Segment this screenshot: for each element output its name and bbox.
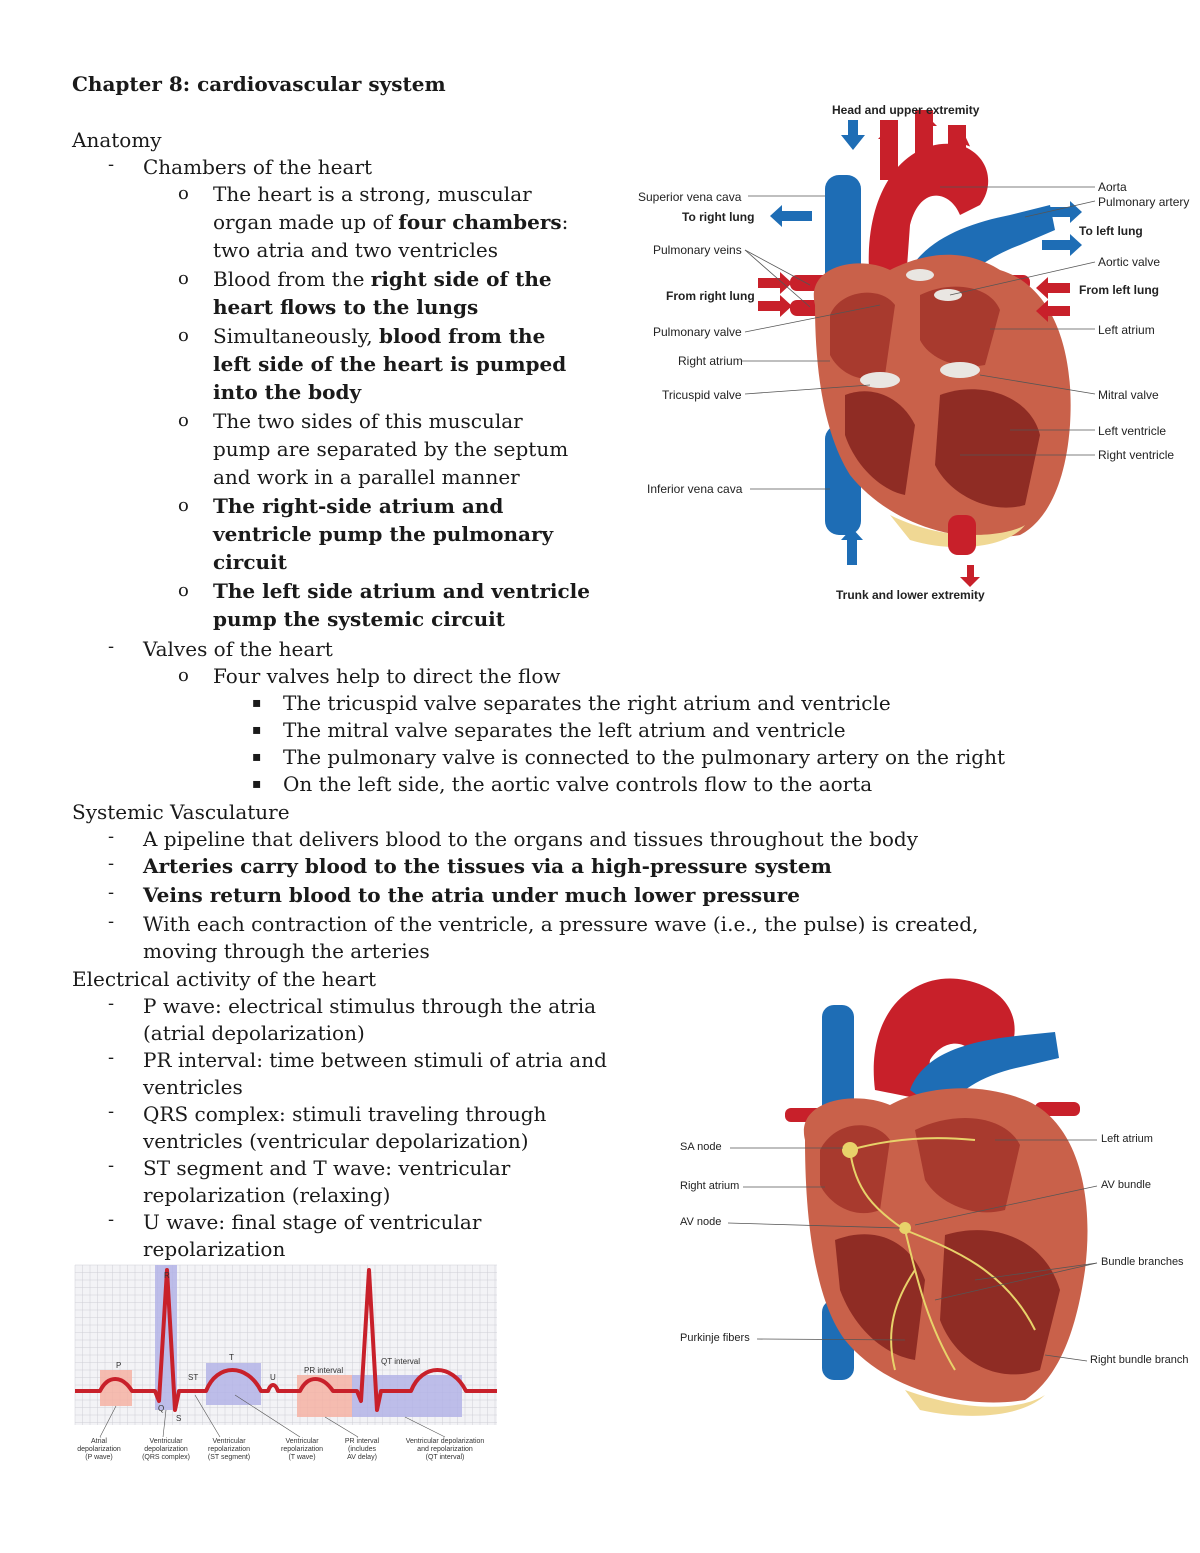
page-title: Chapter 8: cardiovascular system — [72, 72, 446, 96]
dash-bullet: - — [108, 993, 115, 1014]
chamber-point-4-line — [213, 436, 568, 463]
chamber-point-3-line — [213, 379, 361, 406]
chamber-point-1-line — [213, 237, 498, 264]
dash-bullet: - — [108, 154, 115, 175]
square-bullet: ▪ — [252, 722, 262, 738]
text-run: : — [561, 210, 569, 234]
heart-anatomy-illustration — [630, 95, 1200, 610]
label-av-bundle: AV bundle — [1101, 1179, 1151, 1191]
label-head-upper-extremity: Head and upper extremity — [832, 103, 980, 117]
electrical-item-1: (atrial depolarization) — [143, 1021, 365, 1045]
ecg-label-q: Q — [158, 1404, 165, 1413]
qt-interval-highlight — [352, 1375, 462, 1417]
ecg-label-t: T — [229, 1353, 234, 1362]
text-run: blood from the — [378, 324, 546, 348]
ecg-label-s: S — [176, 1414, 182, 1423]
label-right-atrium: Right atrium — [678, 354, 743, 368]
chamber-point-4-line — [213, 408, 523, 435]
label-superior-vena-cava: Superior vena cava — [638, 190, 742, 204]
electrical-item-1: P wave: electrical stimulus through the atria — [143, 994, 597, 1018]
ecg-caption: Ventricular depolarization and repolarization (QT interval) — [405, 1438, 485, 1461]
valve-item-3: The pulmonary valve is connected to the pulmonary artery on the right — [283, 745, 1006, 769]
dash-bullet: - — [108, 1155, 115, 1176]
text-run: The heart is a strong, muscular — [213, 182, 532, 206]
ecg-figure — [75, 1265, 500, 1470]
dash-bullet: - — [108, 636, 115, 657]
text-run: left side of the heart is pumped — [213, 352, 567, 376]
label-from-right-lung: From right lung — [666, 289, 755, 303]
ecg-caption: Ventricular repolarization (T wave) — [280, 1438, 324, 1461]
square-bullet: ▪ — [252, 776, 262, 792]
label-purkinje-fibers: Purkinje fibers — [680, 1332, 750, 1344]
electrical-item-3: ventricles (ventricular depolarization) — [143, 1129, 529, 1153]
label-pulmonary-veins: Pulmonary veins — [653, 243, 742, 257]
text-run: circuit — [213, 550, 287, 574]
systemic-item-2: Arteries carry blood to the tissues via a high-pressure system — [143, 854, 832, 878]
text-run: Blood from the — [213, 267, 371, 291]
label-inferior-vena-cava: Inferior vena cava — [647, 482, 743, 496]
heart-conduction-figure — [675, 970, 1200, 1420]
dash-bullet: - — [108, 853, 115, 874]
chamber-point-5-line — [213, 493, 503, 520]
valve-item-2: The mitral valve separates the left atrium and ventricle — [283, 718, 846, 742]
systemic-heading: Systemic Vasculature — [72, 800, 290, 824]
text-run: pump the systemic circuit — [213, 607, 505, 631]
p-wave-highlight — [100, 1370, 132, 1406]
text-run: two atria and two ventricles — [213, 238, 498, 262]
dash-bullet: - — [108, 882, 115, 903]
electrical-item-4: repolarization (relaxing) — [143, 1183, 391, 1207]
valve-item-4: On the left side, the aortic valve controls flow to the aorta — [283, 772, 873, 796]
label-pulmonary-valve: Pulmonary valve — [653, 325, 742, 339]
valves-heading: Valves of the heart — [143, 637, 333, 661]
systemic-item-3: Veins return blood to the atria under much lower pressure — [143, 883, 800, 907]
ecg-chart — [75, 1265, 497, 1425]
chamber-point-3-line — [213, 323, 545, 350]
label-aortic-valve: Aortic valve — [1098, 255, 1161, 269]
label-left-atrium: Left atrium — [1098, 323, 1155, 337]
square-bullet: ▪ — [252, 749, 262, 765]
circle-bullet: o — [178, 410, 189, 431]
dash-bullet: - — [108, 1047, 115, 1068]
circle-bullet: o — [178, 665, 189, 686]
chamber-point-2-line — [213, 294, 478, 321]
systemic-item-4: moving through the arteries — [143, 939, 430, 963]
label-right-atrium-2: Right atrium — [680, 1180, 740, 1192]
ecg-label-st: ST — [188, 1373, 199, 1382]
chamber-point-1-line — [213, 181, 532, 208]
text-run: four chambers — [398, 210, 562, 234]
ecg-caption: Ventricular repolarization (ST segment) — [207, 1438, 251, 1461]
electrical-item-2: ventricles — [143, 1075, 243, 1099]
chamber-point-6-line — [213, 578, 590, 605]
chamber-point-5-line — [213, 521, 553, 548]
chamber-point-1-line — [213, 209, 568, 236]
valves-subheading: Four valves help to direct the flow — [213, 664, 561, 688]
ecg-label-pr-interval: PR interval — [304, 1366, 344, 1375]
text-run: The left side atrium and ventricle — [213, 579, 590, 603]
chamber-point-2-line — [213, 266, 552, 293]
label-from-left-lung: From left lung — [1079, 283, 1159, 297]
text-run: ventricle pump the pulmonary — [213, 522, 554, 546]
square-bullet: ▪ — [252, 695, 262, 711]
label-tricuspid-valve: Tricuspid valve — [662, 388, 742, 402]
text-run: The two sides of this muscular — [213, 409, 523, 433]
chamber-point-5-line — [213, 549, 287, 576]
label-left-ventricle: Left ventricle — [1098, 424, 1167, 438]
circle-bullet: o — [178, 183, 189, 204]
anatomy-heading: Anatomy — [72, 128, 162, 152]
ecg-caption: Ventricular depolarization (QRS complex) — [142, 1438, 190, 1461]
text-run: into the body — [213, 380, 362, 404]
heart-anatomy-figure — [630, 95, 1200, 610]
ecg-caption: PR interval (includes AV delay) — [344, 1438, 380, 1461]
label-mitral-valve: Mitral valve — [1098, 388, 1159, 402]
circle-bullet: o — [178, 580, 189, 601]
chamber-point-4-line — [213, 464, 520, 491]
dash-bullet: - — [108, 826, 115, 847]
electrical-item-5: repolarization — [143, 1237, 286, 1261]
label-left-atrium-2: Left atrium — [1101, 1133, 1153, 1145]
label-pulmonary-artery: Pulmonary artery — [1098, 195, 1190, 209]
label-bundle-branches: Bundle branches — [1101, 1256, 1184, 1268]
ecg-label-p: P — [116, 1361, 122, 1370]
heart-conduction-illustration — [675, 970, 1200, 1420]
electrical-item-3: QRS complex: stimuli traveling through — [143, 1102, 547, 1126]
label-to-left-lung: To left lung — [1079, 224, 1143, 238]
label-av-node: AV node — [680, 1216, 722, 1228]
label-trunk-lower-extremity: Trunk and lower extremity — [836, 588, 985, 602]
label-right-bundle-branch: Right bundle branch — [1090, 1354, 1189, 1366]
dash-bullet: - — [108, 1101, 115, 1122]
text-run: pump are separated by the septum — [213, 437, 569, 461]
systemic-item-1: A pipeline that delivers blood to the organs and tissues throughout the body — [143, 827, 919, 851]
label-aorta: Aorta — [1098, 180, 1127, 194]
ecg-label-u: U — [270, 1373, 276, 1382]
chamber-point-3-line — [213, 351, 566, 378]
circle-bullet: o — [178, 495, 189, 516]
circle-bullet: o — [178, 325, 189, 346]
ecg-caption: Atrial depolarization (P wave) — [77, 1438, 121, 1461]
electrical-heading: Electrical activity of the heart — [72, 967, 377, 991]
dash-bullet: - — [108, 911, 115, 932]
circle-bullet: o — [178, 268, 189, 289]
electrical-item-4: ST segment and T wave: ventricular — [143, 1156, 511, 1180]
label-right-ventricle: Right ventricle — [1098, 448, 1175, 462]
chamber-point-6-line — [213, 606, 505, 633]
text-run: right side of the — [370, 267, 552, 291]
text-run: organ made up of — [213, 210, 399, 234]
text-run: heart flows to the lungs — [213, 295, 479, 319]
dash-bullet: - — [108, 1209, 115, 1230]
chambers-heading: Chambers of the heart — [143, 155, 373, 179]
label-sa-node: SA node — [680, 1141, 722, 1153]
text-run: The right-side atrium and — [213, 494, 504, 518]
ecg-label-qt-interval: QT interval — [381, 1357, 420, 1366]
valve-item-1: The tricuspid valve separates the right atrium and ventricle — [283, 691, 891, 715]
electrical-item-2: PR interval: time between stimuli of atria and — [143, 1048, 607, 1072]
text-run: Simultaneously, — [213, 324, 379, 348]
label-to-right-lung: To right lung — [682, 210, 755, 224]
ecg-label-r: R — [164, 1271, 170, 1280]
systemic-item-4: With each contraction of the ventricle, a pressure wave (i.e., the pulse) is created, — [143, 912, 979, 936]
text-run: and work in a parallel manner — [213, 465, 520, 489]
electrical-item-5: U wave: final stage of ventricular — [143, 1210, 482, 1234]
